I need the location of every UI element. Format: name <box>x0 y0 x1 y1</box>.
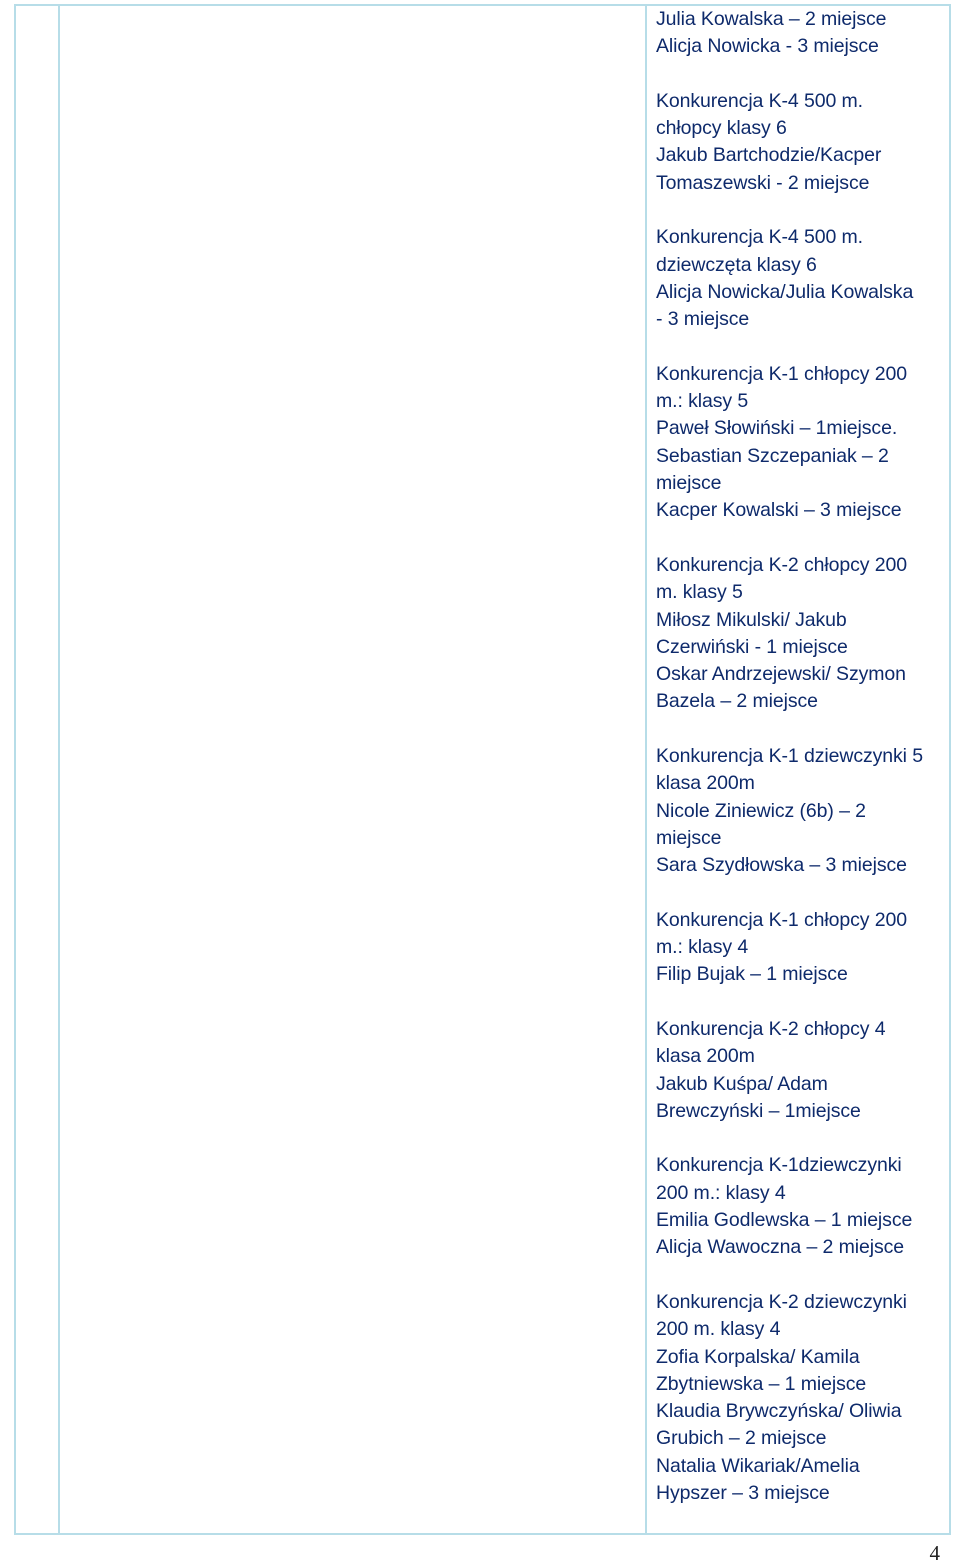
result-line: Sebastian Szczepaniak – 2 <box>656 444 889 467</box>
result-line: - 3 miejsce <box>656 308 750 331</box>
result-line: klasa 200m <box>656 1045 755 1068</box>
result-line: Kacper Kowalski – 3 miejsce <box>656 499 902 522</box>
result-line: dziewczęta klasy 6 <box>656 253 817 276</box>
result-line: Konkurencja K-2 dziewczynki <box>656 1290 907 1313</box>
result-line: Jakub Bartchodzie/Kacper <box>656 144 882 167</box>
result-line: Konkurencja K-4 500 m. <box>656 226 863 249</box>
result-line: Tomaszewski - 2 miejsce <box>656 171 870 194</box>
result-line: 200 m. klasy 4 <box>656 1318 781 1341</box>
result-line: Sara Szydłowska – 3 miejsce <box>656 854 907 877</box>
result-line: Jakub Kuśpa/ Adam <box>656 1072 828 1095</box>
result-line: Konkurencja K-1dziewczynki <box>656 1154 902 1177</box>
result-line: miejsce <box>656 826 722 849</box>
result-line: Emilia Godlewska – 1 miejsce <box>656 1209 913 1232</box>
result-line: Konkurencja K-1 dziewczynki 5 <box>656 745 923 768</box>
result-block <box>656 361 946 525</box>
result-line: Zofia Korpalska/ Kamila <box>656 1345 860 1368</box>
result-line: Alicja Nowicka/Julia Kowalska <box>656 280 914 303</box>
result-line: Brewczyński – 1miejsce <box>656 1099 861 1122</box>
result-line: Julia Kowalska – 2 miejsce <box>656 8 887 30</box>
result-line: Klaudia Brywczyńska/ Oliwia <box>656 1400 902 1423</box>
result-line: Konkurencja K-2 chłopcy 4 <box>656 1017 886 1040</box>
result-line: m.: klasy 5 <box>656 390 749 413</box>
result-line: Konkurencja K-2 chłopcy 200 <box>656 553 907 576</box>
result-block <box>656 6 946 61</box>
result-line: 200 m.: klasy 4 <box>656 1181 786 1204</box>
result-line: Konkurencja K-1 chłopcy 200 <box>656 908 907 931</box>
result-line: Hypszer – 3 miejsce <box>656 1482 830 1505</box>
result-line: Zbytniewska – 1 miejsce <box>656 1372 867 1395</box>
column-divider-1 <box>58 6 60 1533</box>
result-line: Konkurencja K-4 500 m. <box>656 89 863 112</box>
column-divider-2 <box>645 6 647 1533</box>
result-line: Natalia Wikariak/Amelia <box>656 1454 860 1477</box>
page-number: 4 <box>929 1541 940 1565</box>
result-block <box>656 1016 946 1125</box>
result-block <box>656 552 946 716</box>
result-line: Grubich – 2 miejsce <box>656 1427 827 1450</box>
result-line: chłopcy klasy 6 <box>656 117 787 140</box>
result-line: Filip Bujak – 1 miejsce <box>656 963 848 986</box>
result-line: Paweł Słowiński – 1miejsce. <box>656 417 898 440</box>
result-block <box>656 1289 946 1507</box>
result-line: Konkurencja K-1 chłopcy 200 <box>656 362 907 385</box>
result-line: Bazela – 2 miejsce <box>656 690 818 713</box>
result-line: m. klasy 5 <box>656 581 743 604</box>
result-block <box>656 743 946 879</box>
result-line: miejsce <box>656 472 722 495</box>
result-line: Alicja Nowicka - 3 miejsce <box>656 35 879 58</box>
result-block <box>656 907 946 989</box>
result-line: Nicole Ziniewicz (6b) – 2 <box>656 799 866 822</box>
result-block <box>656 224 946 333</box>
results-cell <box>656 6 946 1535</box>
result-block <box>656 1152 946 1261</box>
result-line: Czerwiński - 1 miejsce <box>656 635 848 658</box>
result-line: Alicja Wawoczna – 2 miejsce <box>656 1236 905 1259</box>
result-block <box>656 88 946 197</box>
result-line: klasa 200m <box>656 772 755 795</box>
result-line: m.: klasy 4 <box>656 936 749 959</box>
result-line: Miłosz Mikulski/ Jakub <box>656 608 847 631</box>
result-line: Oskar Andrzejewski/ Szymon <box>656 663 906 686</box>
